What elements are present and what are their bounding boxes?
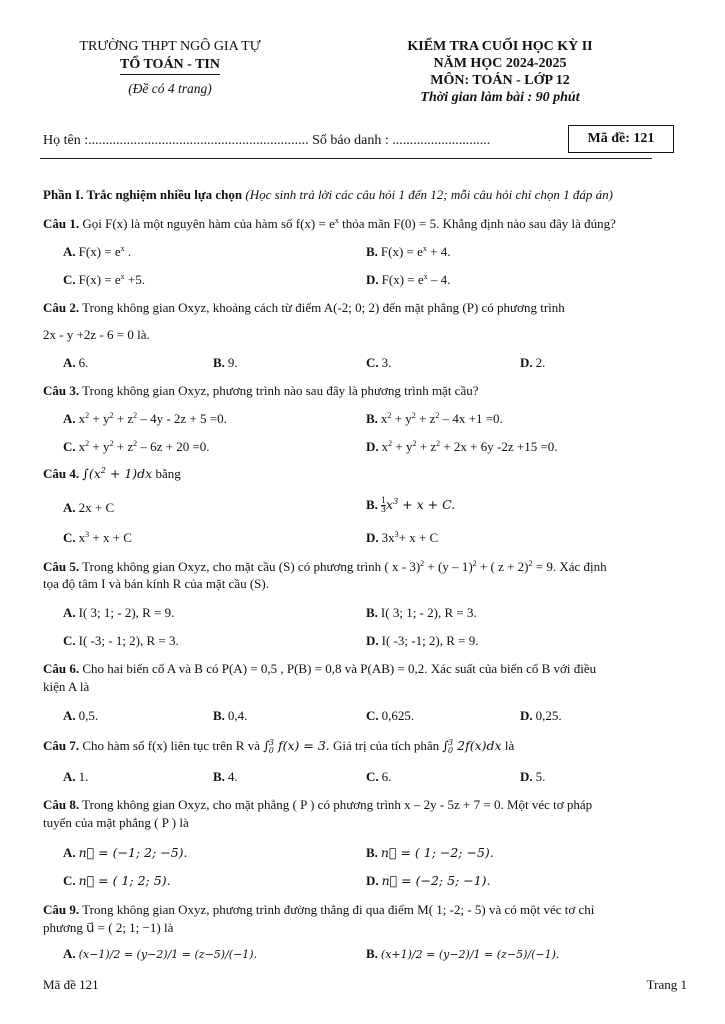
- school-year: NĂM HỌC 2024-2025: [433, 56, 567, 71]
- q8-text: Trong không gian Oxyz, cho mặt phẳng ( P ) có phương trình x – 2y - 5z + 7 = 0. Một véc tơ pháp: [82, 797, 593, 812]
- name-label: Họ tên :...............................................................: [43, 133, 309, 148]
- q1-label: Câu 1.: [43, 216, 80, 231]
- q2-text-line2: 2x - y +2z - 6 = 0 là.: [43, 327, 150, 342]
- header-left: [40, 38, 300, 98]
- q8-text-line2: tuyến của mặt phẳng ( P ) là: [43, 815, 189, 830]
- part1-heading: [43, 187, 613, 203]
- student-info-line: [43, 132, 490, 150]
- q7-option-b[interactable]: B. 4.: [213, 769, 238, 784]
- question-1: [43, 216, 616, 232]
- q7-label: Câu 7.: [43, 738, 80, 753]
- question-3: [43, 383, 479, 399]
- q5-text-line2: tọa độ tâm I và bán kính R của mặt cầu (S).: [43, 576, 269, 591]
- q7-option-a[interactable]: A. 1.: [63, 769, 89, 784]
- exam-code-box: Mã đề: 121: [568, 125, 674, 153]
- subject: MÔN: TOÁN - LỚP 12: [430, 73, 570, 88]
- q5-label: Câu 5.: [43, 559, 80, 574]
- q4-option-d[interactable]: D. $3x^3+ x + C$: [366, 530, 439, 545]
- q7-text: Cho hàm số f(x) liên tục trên R và: [82, 738, 261, 753]
- q3-option-b[interactable]: B. $x^2 + y^2 + z^2 - 4x +1 =0$.: [366, 411, 503, 426]
- duration: Thời gian làm bài : 90 phút: [420, 90, 580, 105]
- q6-option-c[interactable]: C. 0,625.: [366, 708, 415, 723]
- pages-note: (Đề có 4 trang): [128, 81, 212, 96]
- q3-option-a[interactable]: A. $x^2 + y^2 + z^2 - 4y - 2z + 5 =0$.: [63, 411, 227, 426]
- q7-tail: là: [504, 738, 515, 753]
- q1-option-b[interactable]: B. $F(x) = e^x + 4$.: [366, 244, 451, 259]
- q1-text: Gọi F(x) là một nguyên hàm của hàm số $f(x) = e^x$ thỏa mãn F(0) = 5. Khẳng định nào sau đây là đúng?: [82, 216, 616, 231]
- q6-option-b[interactable]: B. 0,4.: [213, 708, 248, 723]
- question-9: [43, 902, 594, 918]
- q9-text-line2: phương u⃗ = ( 2; 1; −1) là: [43, 920, 174, 935]
- q8-option-c[interactable]: C. n⃗ = ( 1; 2; 5).: [63, 873, 171, 888]
- q8-label: Câu 8.: [43, 797, 80, 812]
- q6-label: Câu 6.: [43, 661, 80, 676]
- q5-text: Trong không gian Oxyz, cho mặt cầu (S) có phương trình ( x - 3)$^2$ + (y – 1)$^2$ + ( z + 2)$^2$ = 9. Xác định: [82, 559, 607, 574]
- q7-option-c[interactable]: C. 6.: [366, 769, 392, 784]
- question-5: [43, 559, 607, 575]
- id-label: Số báo danh : ............................: [312, 133, 491, 148]
- q1-option-d[interactable]: D. $F(x) = e^x - 4$.: [366, 272, 451, 287]
- q2-option-d[interactable]: D. 2.: [520, 355, 546, 370]
- department-name: TỔ TOÁN - TIN: [120, 56, 220, 75]
- q4-option-b[interactable]: B. $\frac{1}{3}$ $x^3 + x + C$.: [366, 496, 456, 514]
- q8-option-b[interactable]: B. n⃗ = ( 1; −2; −5).: [366, 845, 494, 860]
- question-7: [43, 738, 514, 754]
- q3-label: Câu 3.: [43, 383, 80, 398]
- q8-option-a[interactable]: A. n⃗ = (−1; 2; −5).: [63, 845, 188, 860]
- q5-option-c[interactable]: C. I( -3; - 1; 2), R = 3.: [63, 633, 179, 648]
- q7-text-mid: Giá trị của tích phân: [333, 738, 440, 753]
- q6-option-d[interactable]: D. 0,25.: [520, 708, 562, 723]
- q1-option-a[interactable]: A. $F(x) = e^x$ .: [63, 244, 132, 259]
- q7-integral-1: $\int_0^3$ f(x) = 3.: [263, 738, 330, 755]
- q7-integral-2: $\int_0^3$ 2f(x)dx: [442, 738, 502, 755]
- q9-text: Trong không gian Oxyz, phương trình đường thẳng đi qua điểm M( 1; -2; - 5) và có một véc tơ chỉ: [82, 902, 595, 917]
- q3-text: Trong không gian Oxyz, phương trình nào sau đây là phương trình mặt cầu?: [82, 383, 479, 398]
- q4-tail: bằng: [155, 466, 181, 481]
- q7-option-d[interactable]: D. 5.: [520, 769, 546, 784]
- q1-option-c[interactable]: C. $F(x) = e^x +5$.: [63, 272, 145, 287]
- q4-option-a[interactable]: A. 2x + C: [63, 500, 115, 515]
- q9-option-a[interactable]: A. (x−1)/2 = (y−2)/1 = (z−5)/(−1).: [63, 946, 258, 961]
- question-8: [43, 797, 592, 813]
- question-4: [43, 466, 181, 482]
- question-2: [43, 300, 565, 316]
- q5-option-b[interactable]: B. I( 3; 1; - 2), R = 3.: [366, 605, 477, 620]
- q4-integral: $\int(x^2 + 1)dx$: [82, 466, 153, 481]
- q2-label: Câu 2.: [43, 300, 80, 315]
- question-6: [43, 661, 596, 677]
- q2-option-a[interactable]: A. 6.: [63, 355, 89, 370]
- school-name: TRƯỜNG THPT NGÔ GIA TỰ: [79, 39, 261, 54]
- q5-option-a[interactable]: A. I( 3; 1; - 2), R = 9.: [63, 605, 175, 620]
- q6-option-a[interactable]: A. 0,5.: [63, 708, 99, 723]
- exam-title: KIỂM TRA CUỐI HỌC KỲ II: [407, 39, 593, 54]
- q8-option-d[interactable]: D. n⃗ = (−2; 5; −1).: [366, 873, 491, 888]
- q9-label: Câu 9.: [43, 902, 80, 917]
- q6-text-line2: kiện A là: [43, 679, 90, 694]
- q6-text: Cho hai biến cố A và B có P(A) = 0,5 , P(B) = 0,8 và P(AB) = 0,2. Xác suất của biến cố B với điều: [82, 661, 597, 676]
- part1-title: Phần I. Trắc nghiệm nhiều lựa chọn: [43, 187, 243, 202]
- q2-text: Trong không gian Oxyz, khoảng cách từ điểm A(-2; 0; 2) đến mặt phẳng (P) có phương trình: [82, 300, 565, 315]
- footer-page-number: Trang 1: [646, 977, 687, 992]
- q2-option-c[interactable]: C. 3.: [366, 355, 392, 370]
- q9-option-b[interactable]: B. (x+1)/2 = (y−2)/1 = (z−5)/(−1).: [366, 946, 560, 961]
- header-divider: [40, 158, 652, 159]
- q4-label: Câu 4.: [43, 466, 80, 481]
- q3-option-c[interactable]: C. $x^2 + y^2 + z^2 - 6z + 20 =0$.: [63, 439, 210, 454]
- q5-option-d[interactable]: D. I( -3; -1; 2), R = 9.: [366, 633, 479, 648]
- footer-exam-code: Mã đề 121: [43, 977, 99, 992]
- q3-option-d[interactable]: D. $x^2 + y^2 + z^2 + 2x + 6y$ -2z +15 =0.: [366, 439, 558, 454]
- header-right: [360, 38, 640, 106]
- q4-option-c[interactable]: C. $x^3 + x + C$: [63, 530, 132, 545]
- part1-note: (Học sinh trả lời các câu hỏi 1 đến 12; mỗi câu hỏi chỉ chọn 1 đáp án): [245, 187, 613, 202]
- q2-option-b[interactable]: B. 9.: [213, 355, 238, 370]
